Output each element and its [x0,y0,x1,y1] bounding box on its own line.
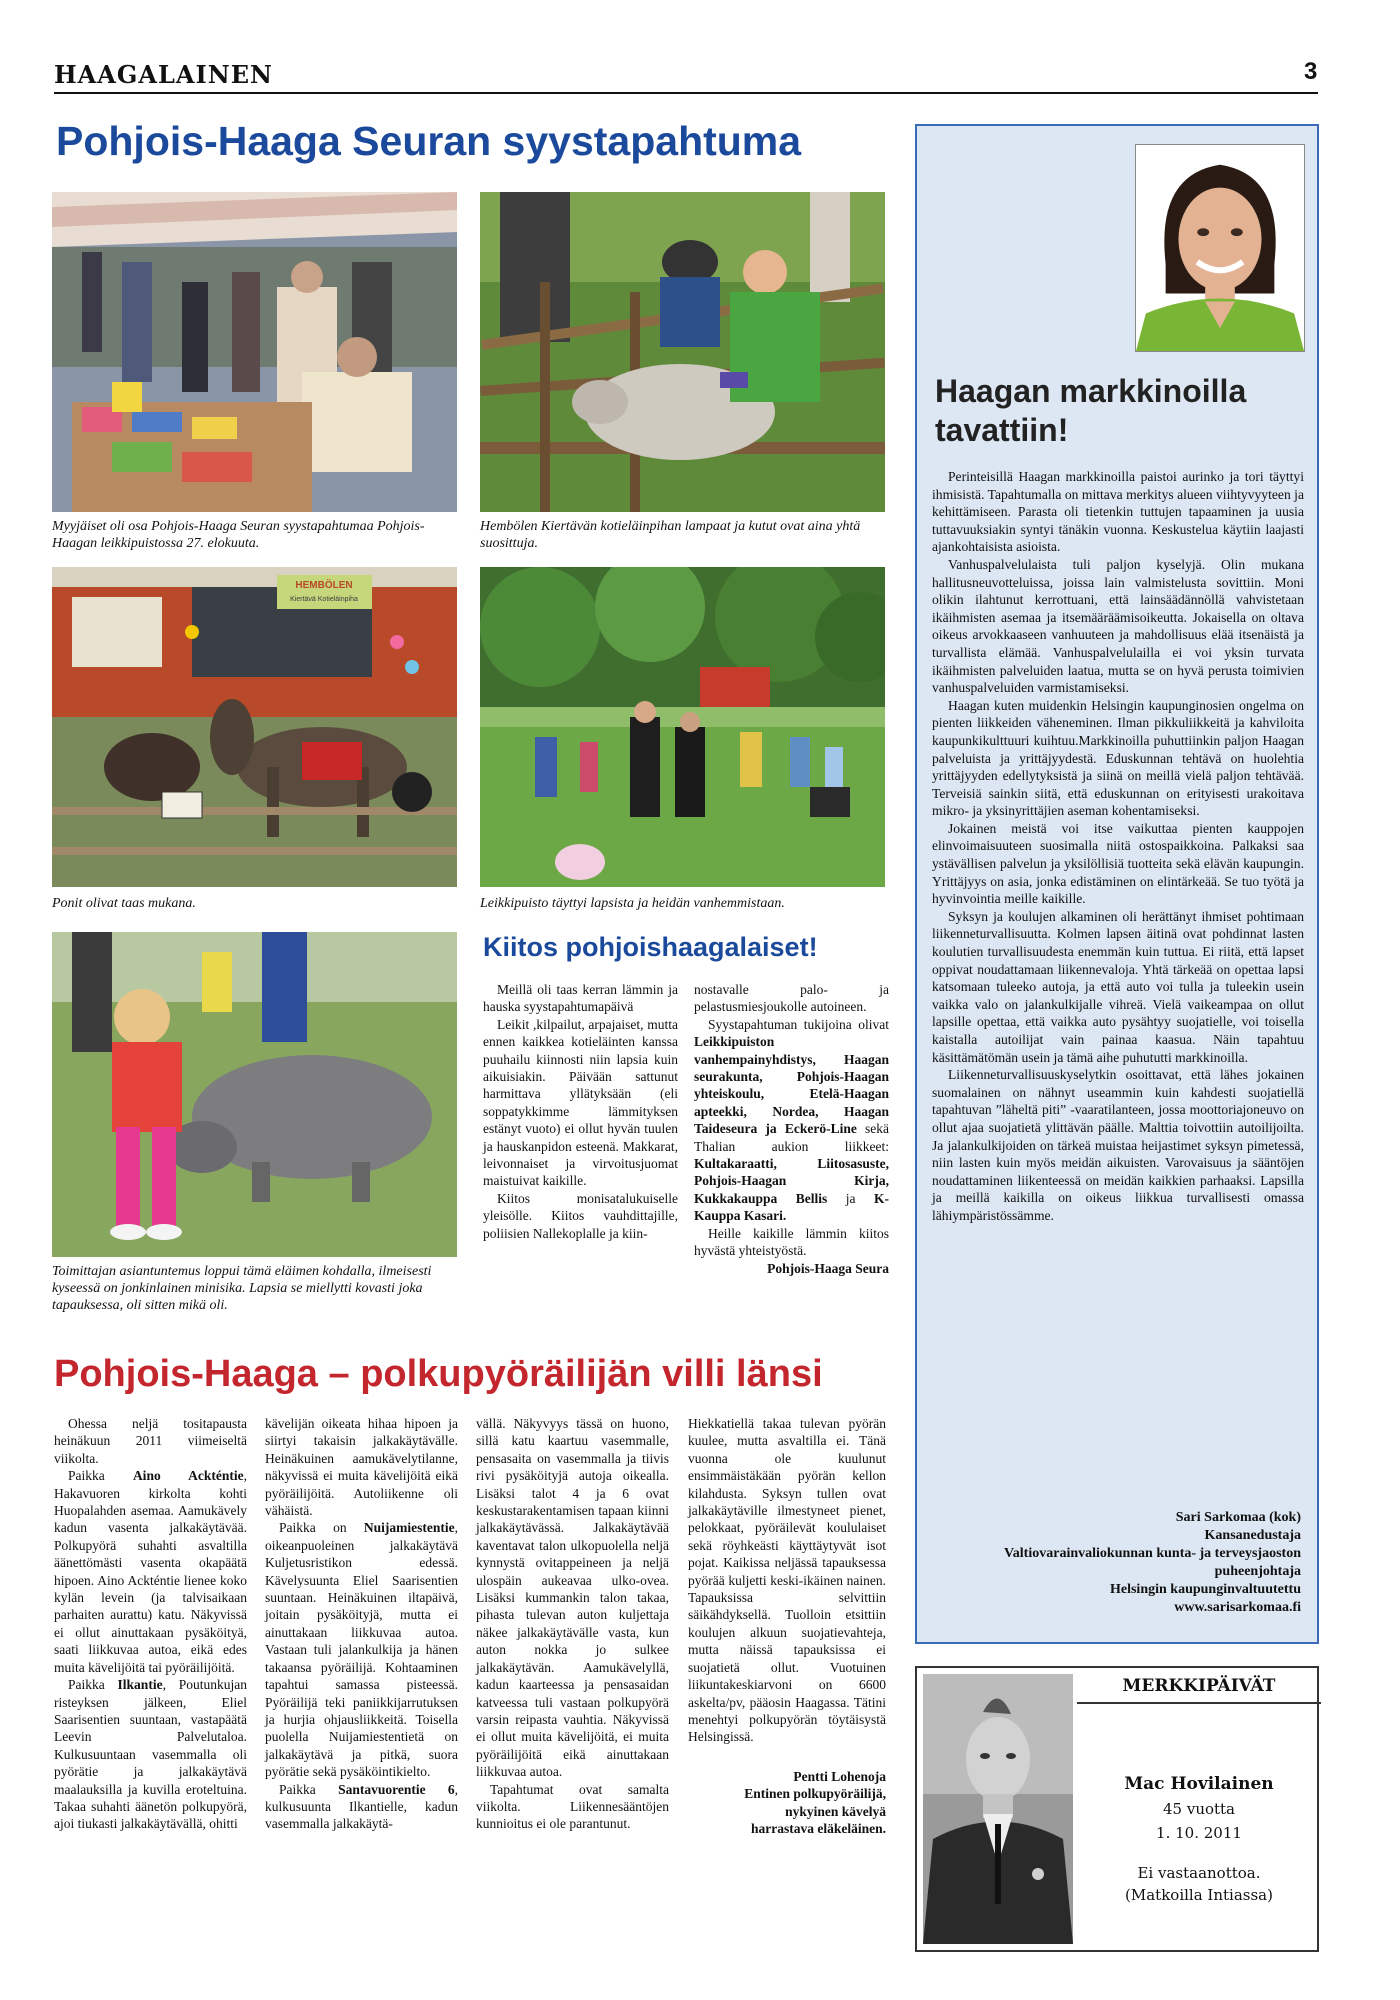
text-run: Paikka [68,1677,105,1693]
photo-market-stall [52,192,457,512]
caption-mini-pig: Toimittajan asiantuntemus loppui tämä eläimen kohdalla, ilmeisesti kyseessä on jonkinlainen minisika. Lapsia se miellytti kovasti joka tapauksessa, oli sitten mikä oli. [52,1264,432,1313]
merkkipaivat-date: 1. 10. 2011 [1156,1824,1242,1842]
signature-website: www.sarisarkomaa.fi [1174,1600,1301,1615]
article2-para: Tapahtumat ovat samalta viikolta. Liikennesääntöjen kunnioitus ei ole parantunut. [476,1781,669,1832]
street-name: Santavuorentie 6 [338,1781,455,1797]
article2-column-3 [476,1415,669,1833]
thanks-headline: Kiitos pohjoishaagalaiset! [483,932,818,962]
thanks-sponsors-c: K-Kauppa Kasari. [694,1190,890,1224]
photo-sheep [480,192,885,512]
sidebar-para: Liikenneturvallisuuskyselytkin osoittavat, että lähes jokainen suomalainen on nähnyt useammin kuin kahdesti suojatiellä tapahtuvan ”läheltä piti” -vaaratilanteen, jossa moottoriajoneuvo on ollut ajaa suojatietä ylittävän päälle. Malttia toivottiin autoilijoilta. Ja jalankulkijoiden on tärkeä muistaa heijastimet syksyn pimetessä, niin lasten kuin myös meidän aikuisten. Varovaisuus ja sääntöjen noudattaminen liikenteessä on meidän kaikkien parhaaksi. Lapsilla ja meillä kaikilla on oikeus liikkua turvallisesti omassa lähiympäristössämme. [932,1067,1304,1223]
photo-mini-pig [52,932,457,1257]
merkkipaivat-note: (Matkoilla Intiassa) [1125,1886,1273,1904]
photo-ponies [52,567,457,887]
merkkipaivat-age: 45 vuotta [1162,1800,1236,1818]
thanks-sponsors-a: Leikkipuiston vanhempainyhdistys, Haagan seurakunta, Pohjois-Haagan yhteiskoulu, Etelä-Haagan apteekki, Nordea, Haagan Taideseura ja Eckerö-Line [694,1034,889,1137]
thanks-para: Kiitos monisatalukuiselle yleisölle. Kiitos vauhdittajille, poliisien Nallekoplalle ja kiin- [483,1190,678,1241]
sidebar-column [915,124,1319,1644]
text-run: Paikka on [279,1520,347,1536]
portrait-sari-sarkomaa [1135,144,1305,352]
svg-text:Kiertävä Kotieläinpiha: Kiertävä Kotieläinpiha [290,596,358,603]
thanks-lead: Syystapahtuman tukijoina olivat [708,1016,889,1032]
photo-playground-crowd [480,567,885,887]
text-run: , Hakavuoren kirkolta kohti Huopalahden asemaa. Aamukävely kadun vasenta jalkakäytävää. Polkupyörä suhahti asvaltilla äänettömästi vasenta okapäätä hipoen. Aino Ackténtie lienee koko kylän levein (ja talvisaikaan parhaiten aurattu) katu. Näkyvissä ei ollut ainuttakaan pysäköityä, saati liikkuvaa autoa, eikä edes muita kävelijöitä tai pyöräilijöitä. [54,1468,247,1675]
thanks-signature: Pohjois-Haaga Seura [767,1260,889,1276]
thanks-para: Leikit ,kilpailut, arpajaiset, mutta ennen kaikkea kotieläinten kanssa puuhailu kiinnosti niin lapsia kuin aikuisiakin. Päivään sattunut harmittava yllätyksään (eli soppatykkimme lämmityksen estänyt vuoto) ei ollut hyvän tuulen ja hauskanpidon esteenä. Makkarat, leivonnaiset ja virvoitusjuomat maistuivat kaikille. [483,1016,678,1189]
thanks-and: ja [845,1190,856,1206]
text-run: , Poutunkujan risteyksen jälkeen, Eliel Saarisentien suuntaan, vastapäätä Leevin Palvelutaloa. Kulkusuuntaan vasemmalla oli pyörätie ja jalkakäytävä maalauksilla ja kuvilla eroteltuina. Takaa suhahti äänetön polkupyörä, ajoi tiukasti jalkakäytävällä, ohitti [54,1677,247,1832]
thanks-para: nostavalle palo- ja pelastusmiesjoukolle autoineen. [694,982,889,1015]
sidebar-para: Syksyn ja koulujen alkaminen oli herättänyt ihmiset pohtimaan liikenneturvallisuutta. Kolmen lapsen äitinä ovat pohdinnat lasten koulutien turvallisuudesta enemmän kuin tuttua. Ei riitä, että lapset oppivat noudattamaan liikennevaloja. Yhtä tärkeää on opettaa lapsi katsomaan tuleeko autoja, ja että auto voi tulla ja tuleekin usein vaikka valo on jalankulkijalle vihreä. Vielä vaikeampaa on ollut lapsille opettaa, että vaikka auto pysähtyy suojatielle, voi toisella kaistalla autoilijat vain painaa kaasua. Näin tapahtuu käsittämätömän usein ja tämä aihe puhututti markkinoilla. [932,908,1304,1065]
thanks-sponsors-b: Kultakaraatti, Liitosasuste, Pohjois-Haagan Kirja, Kukkakauppa Bellis [694,1156,889,1206]
merkkipaivat-name: Mac Hovilainen [1124,1774,1274,1794]
article2-para: Hiekkatiellä takaa tulevan pyörän kuulee, mutta asvaltilla ei. Tänä vuonna ole kuulunut ensimmäistäkään pyörän kellon kilahdusta. Syksyn tullen ovat jalkakäytäville ilmestyneet pienet, pelokkaat, pyöräilevät koululaiset sekä röyhkeästi käyttäytyvät isot pojat. Kaikissa neljässä tapauksessa pyörää kuljetti keski-ikäinen nainen. Tapauksissa selvittiin säikähdyksellä. Tuolloin etsittiin koulujen alkuun suojatievahteja, mutta näissä tapauksissa ei suojatietä ollut. Vuotuinen liikuntakeskiarvoni on 6600 askelta/pv, pääosin Haagassa. Tätini menehtyi polkupyörän töytäisystä Helsingissä. [688,1416,886,1745]
thanks-column-1 [483,981,678,1242]
caption-playground-crowd: Leikkipuisto täyttyi lapsista ja heidän vanhemmistaan. [480,896,785,911]
author-title: nykyinen kävelyä [785,1803,886,1819]
sidebar-headline: Haagan markkinoilla tavattiin! [935,373,1247,448]
header-rule [54,92,1318,94]
signature-title: Helsingin kaupunginvaltuutettu [1109,1582,1301,1597]
caption-sheep: Hembölen Kiertävän kotieläinpihan lampaat ja kutut ovat aina yhtä suosittuja. [480,519,861,551]
svg-text:HEMBÖLEN: HEMBÖLEN [295,580,353,591]
article2-para [54,1467,247,1676]
caption-market-stall: Myyjäiset oli osa Pohjois-Haaga Seuran syystapahtumaa Pohjois-Haagan leikkipuistossa 27. elokuuta. [52,519,425,551]
signature-title: Kansanedustaja [1204,1528,1301,1543]
caption-ponies: Ponit olivat taas mukana. [52,896,196,911]
thanks-column-2 [694,981,889,1277]
author-name: Pentti Lohenoja [793,1768,886,1784]
signature-title: Valtiovarainvaliokunnan kunta- ja terveysjaoston puheenjohtaja [1003,1546,1301,1579]
thanks-mid: sekä Thalian aukion liikkeet: [694,1121,890,1154]
street-name: Ilkantie [117,1677,163,1693]
masthead: HAAGALAINEN [54,60,273,89]
text-run: , kulkusuunta Ilkantielle, kadun vasemmalla jalkakäytä- [265,1781,458,1832]
sidebar-signature [921,1509,1301,1617]
merkkipaivat-title: MERKKIPÄIVÄT [1077,1668,1321,1704]
article2-para [265,1519,458,1780]
article2-column-1 [54,1415,247,1833]
article2-para [54,1676,247,1833]
thanks-sponsors [694,1016,889,1225]
sidebar-body [932,468,1304,1225]
thanks-para: Meillä oli taas kerran lämmin ja hauska syystapahtumapäivä [483,982,678,1015]
sidebar-para: Perinteisillä Haagan markkinoilla paistoi aurinko ja tori täyttyi ihmisistä. Tapahtumalla on mittava merkitys alueen viihtyvyyteen ja kehittämiseen. Parasta oli tietenkin tuttujen tapaaminen ja uusia tuttavuuksiakin syntyi tänäkin vuonna. Keskustelua käytiin laajasti ajankohtaisista asioista. [932,469,1304,555]
page-number: 3 [1304,58,1318,85]
sidebar-para: Haagan kuten muidenkin Helsingin kaupunginosien ongelma on pienten liikkeiden väheneminen. Ilman pikkuliikkeitä ja kahviloita kaupunkikulttuuri kuihtuu.Markkinoilla puhuttiinkin paljon Haagan palveluista ja yrittäjyydestä. Eduskunnan tehtävä on huolehtia yrittäjyyden edellytyksistä ja siinä on meillä vielä paljon tehtävää. Terveisiä sainkin siitä, että eduskunnan on erityisesti urakoitava mikro- ja yksinyrittäjien aseman kohentamiseksi. [932,697,1304,819]
thanks-closing: Heille kaikille lämmin kiitos hyvästä yhteistyöstä. [694,1225,889,1259]
signature-name: Sari Sarkomaa (kok) [1175,1510,1301,1525]
merkkipaivat-box [915,1666,1319,1952]
article2-column-4 [688,1415,886,1837]
article2-para [265,1781,458,1833]
article2-column-2 [265,1415,458,1833]
article2-headline: Pohjois-Haaga – polkupyöräilijän villi länsi [54,1353,823,1395]
portrait-mac-hovilainen [923,1674,1073,1944]
street-name: Aino Ackténtie [132,1468,244,1484]
article1-headline: Pohjois-Haaga Seuran syystapahtuma [56,118,802,164]
street-name: Nuijamiestentie [363,1520,455,1536]
text-run: Paikka [279,1781,316,1797]
author-title: Entinen polkupyöräilijä, [744,1786,886,1802]
article2-para: Ohessa neljä tositapausta heinäkuun 2011 viimeiseltä viikolta. [54,1416,247,1466]
author-title: harrastava eläkeläinen. [751,1820,886,1836]
sidebar-para: Jokainen meistä voi itse vaikuttaa pienten kauppojen elinvoimaisuuteen suosimalla niitä ostospaikkoina. Palkaksi saa ystävällisen palvelun ja yksilöllisiä tuotteita sekä elävän kaupungin. Yrittäjyys on asia, jonka edistäminen on elintärkeää. Se tuo työtä ja hyvinvointia meille kaikille. [932,820,1304,907]
sidebar-para: Vanhuspalvelulaista tuli paljon kyselyjä. Olin mukana hallitusneuvotteluissa, joissa lain valmistelusta sovittiin. Moni olikin ilahtunut kerrottuani, että lainsäädännöllä vahvistetaan ikäihmisten asemaa ja itsemääräämisoikeutta. Jokaisella on oltava oikeus arvokkaaseen vanhuuteen ja mahdollisuus elää itsenäistä ja turvallista elämää. Vanhuspalvelulailla ei voi yksin turvata ikäihmisten palveluiden laatua, mutta se on hyvä perusta toimivien vanhuspalveluiden varmistamiseksi. [932,556,1304,696]
article2-para: vällä. Näkyvyys tässä on huono, sillä katu kaartuu vasemmalle, pensasaita on vasemmalla ja tiivis rivi pysäköityjä autoja oikealla. Lisäksi talot 4 ja 6 ovat keskustarakentamisen tapaan kiinni jalkakäytävässä. Jalkakäytävää kaventavat talon ulkopuolella neljä kynnystä ovitappeineen ja neljä ulospäin aukeavaa ulko-ovea. Lisäksi kummankin talon takaa, pihasta tulevan auton kuljettaja näkee jalkakäytävälle vasta, kun auton nokka jo sulkee jalkakäytävän. Aamukävelyllä, kadun kaarteessa ja pensasaidan katveessa tuli vastaan polkupyörä varsin reipasta vauhtia. Näkyvissä ei ollut muita kävelijöitä, ei muita pyöräilijöitä eikä ainuttakaan liikkuvaa autoa. [476,1416,669,1780]
text-run: Paikka [68,1468,105,1484]
merkkipaivat-note: Ei vastaanottoa. [1137,1864,1261,1882]
text-run: , oikeanpuoleinen jalkakäytävä Kuljetusristikon edessä. Kävelysuunta Eliel Saarisentien suuntaan. Heinäkuinen iltapäivä, joitain pysäköityjä, mutta ei ainuttakaan liikkuvaa autoa. Vastaan tuli jalankulkija ja hänen takaansa pyöräilijä. Kohtaaminen tapahtui samassa pisteessä. Pyöräilijä teki paniikkijarrutuksen ja hurjia ohjausliikkeitä. Toisella puolella Nuijamiestentietä on jalkakäytävä ja pitkä, suora pyörätie sekä pysäköintikielto. [265,1520,459,1780]
article2-para: kävelijän oikeata hihaa hipoen ja siirtyi takaisin jalkakäytävälle. Heinäkuinen aamukävelytilanne, näkyvissä ei muita kävelijöitä eikä pyöräilijöitä. Autoliikenne oli vähäistä. [265,1416,458,1519]
